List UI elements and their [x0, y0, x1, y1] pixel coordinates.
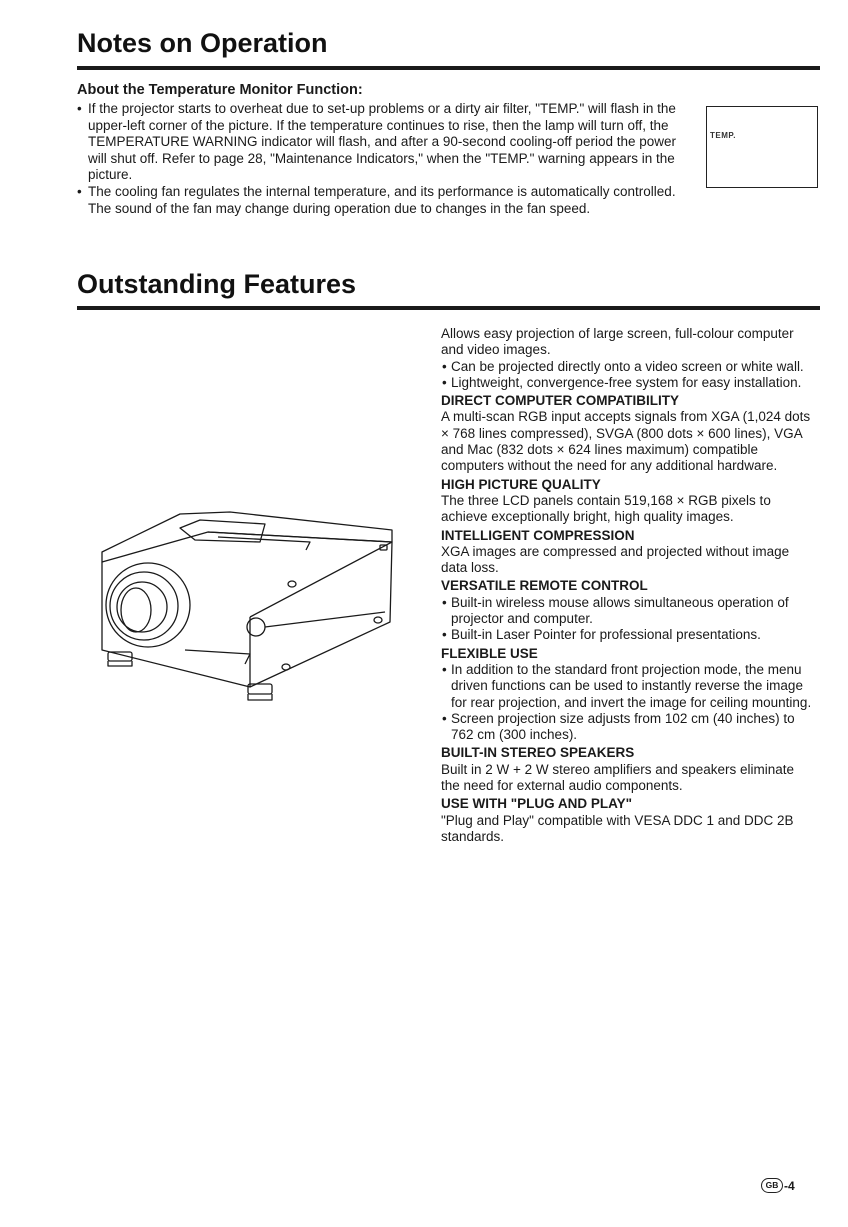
feature-text: "Plug and Play" compatible with VESA DDC 1 and DDC 2B standards. [441, 812, 794, 844]
feature-bullet: • Screen projection size adjusts from 102 cm (40 inches) to 762 cm (300 inches). [441, 711, 813, 744]
features-column [441, 326, 813, 845]
feature-heading: DIRECT COMPUTER COMPATIBILITY [441, 393, 679, 409]
page-number [761, 1178, 795, 1193]
feature-heading: VERSATILE REMOTE CONTROL [441, 578, 648, 594]
feature-heading: HIGH PICTURE QUALITY [441, 476, 601, 492]
intro-bullet: • Lightweight, convergence-free system for easy installation. [441, 375, 813, 391]
temp-indicator-label: TEMP. [710, 131, 736, 140]
feature-text: The three LCD panels contain 519,168 × RGB pixels to achieve exceptionally bright, high quality images. [441, 492, 771, 525]
feature-heading: BUILT-IN STEREO SPEAKERS [441, 745, 635, 761]
feature-bullet: • Built-in wireless mouse allows simultaneous operation of projector and computer. [441, 595, 813, 628]
feature-bullet: • In addition to the standard front projection mode, the menu driven functions can be used to instantly reverse the image for rear projection, and invert the image for ceiling mounting. [441, 662, 813, 711]
intro-bullet-list [441, 359, 813, 392]
title-rule [77, 66, 820, 70]
temperature-notes-list [77, 101, 685, 217]
feature-heading: USE WITH "PLUG AND PLAY" [441, 796, 633, 812]
feature-text: A multi-scan RGB input accepts signals from XGA (1,024 dots × 768 lines compressed), SVGA (800 dots × 600 lines), VGA and Mac (832 dots × 624 lines maximum) compatible computers without the need for any additional hardware. [441, 409, 811, 474]
temp-indicator-screen [706, 106, 818, 188]
page-number-text: -4 [784, 1178, 795, 1193]
feature-text: Built in 2 W + 2 W stereo amplifiers and speakers eliminate the need for external audio components. [441, 761, 795, 794]
temperature-heading: About the Temperature Monitor Function: [77, 82, 363, 98]
section-rule [77, 306, 820, 310]
feature-bullet-list [441, 595, 813, 644]
projector-illustration [100, 502, 400, 707]
page-title: Notes on Operation [77, 28, 328, 58]
feature-text: XGA images are compressed and projected without image data loss. [441, 543, 790, 576]
note-item: • The cooling fan regulates the internal temperature, and its performance is automatically controlled. The sound of the fan may change during operation due to changes in the fan speed. [77, 184, 685, 217]
feature-bullet-list [441, 662, 813, 743]
feature-bullet: • Built-in Laser Pointer for professional presentations. [441, 627, 813, 643]
features-intro: Allows easy projection of large screen, full-colour computer and video images. [441, 326, 794, 358]
note-item: • If the projector starts to overheat due to set-up problems or a dirty air filter, "TEMP." will flash in the upper-left corner of the picture. If the temperature continues to rise, then the lamp will turn off, the TEMPERATURE WARNING indicator will flash, and after a 90-second cooling-off period the power will shut off. Refer to page 28, "Maintenance Indicators," when the "TEMP." warning appears in the picture. [77, 101, 685, 184]
feature-heading: INTELLIGENT COMPRESSION [441, 527, 635, 543]
section-title: Outstanding Features [77, 269, 357, 299]
gb-badge: GB [761, 1178, 783, 1193]
intro-bullet: • Can be projected directly onto a video screen or white wall. [441, 359, 813, 375]
feature-heading: FLEXIBLE USE [441, 645, 538, 661]
